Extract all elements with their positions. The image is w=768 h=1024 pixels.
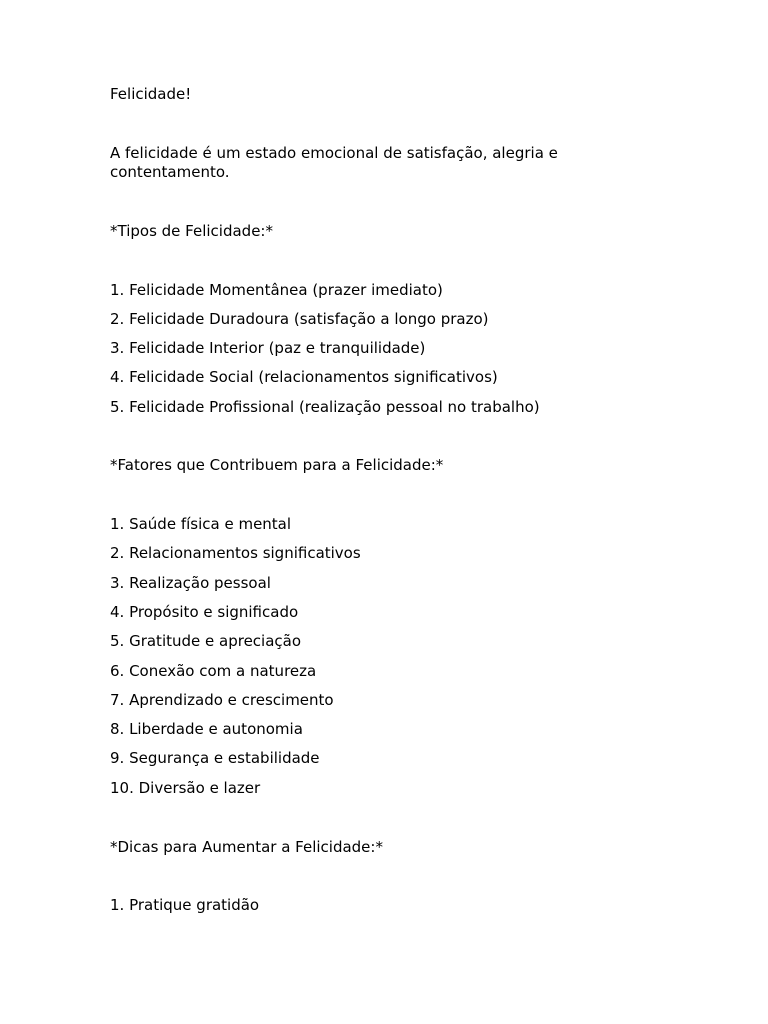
list-item: 3. Felicidade Interior (paz e tranquilidade) bbox=[110, 339, 426, 357]
list-item: 1. Felicidade Momentânea (prazer imediato) bbox=[110, 281, 443, 299]
intro-paragraph: A felicidade é um estado emocional de satisfação, alegria e contentamento. bbox=[110, 144, 558, 181]
section-heading-dicas: *Dicas para Aumentar a Felicidade:* bbox=[110, 838, 383, 856]
list-item: 4. Felicidade Social (relacionamentos significativos) bbox=[110, 368, 498, 386]
list-item: 9. Segurança e estabilidade bbox=[110, 749, 320, 767]
list-item: 6. Conexão com a natureza bbox=[110, 662, 317, 680]
section-heading-tipos: *Tipos de Felicidade:* bbox=[110, 222, 273, 240]
list-item: 1. Saúde física e mental bbox=[110, 515, 292, 533]
list-item: 7. Aprendizado e crescimento bbox=[110, 691, 334, 709]
list-item: 1. Pratique gratidão bbox=[110, 896, 260, 914]
list-item: 4. Propósito e significado bbox=[110, 603, 299, 621]
list-item: 8. Liberdade e autonomia bbox=[110, 720, 303, 738]
list-item: 5. Gratitude e apreciação bbox=[110, 632, 302, 650]
list-item: 3. Realização pessoal bbox=[110, 574, 271, 592]
list-item: 5. Felicidade Profissional (realização pessoal no trabalho) bbox=[110, 398, 540, 416]
list-item: 2. Felicidade Duradoura (satisfação a longo prazo) bbox=[110, 310, 489, 328]
list-item: 2. Relacionamentos significativos bbox=[110, 544, 361, 562]
list-item: 10. Diversão e lazer bbox=[110, 779, 261, 797]
document-title: Felicidade! bbox=[110, 85, 192, 103]
section-heading-fatores: *Fatores que Contribuem para a Felicidade:* bbox=[110, 456, 444, 474]
